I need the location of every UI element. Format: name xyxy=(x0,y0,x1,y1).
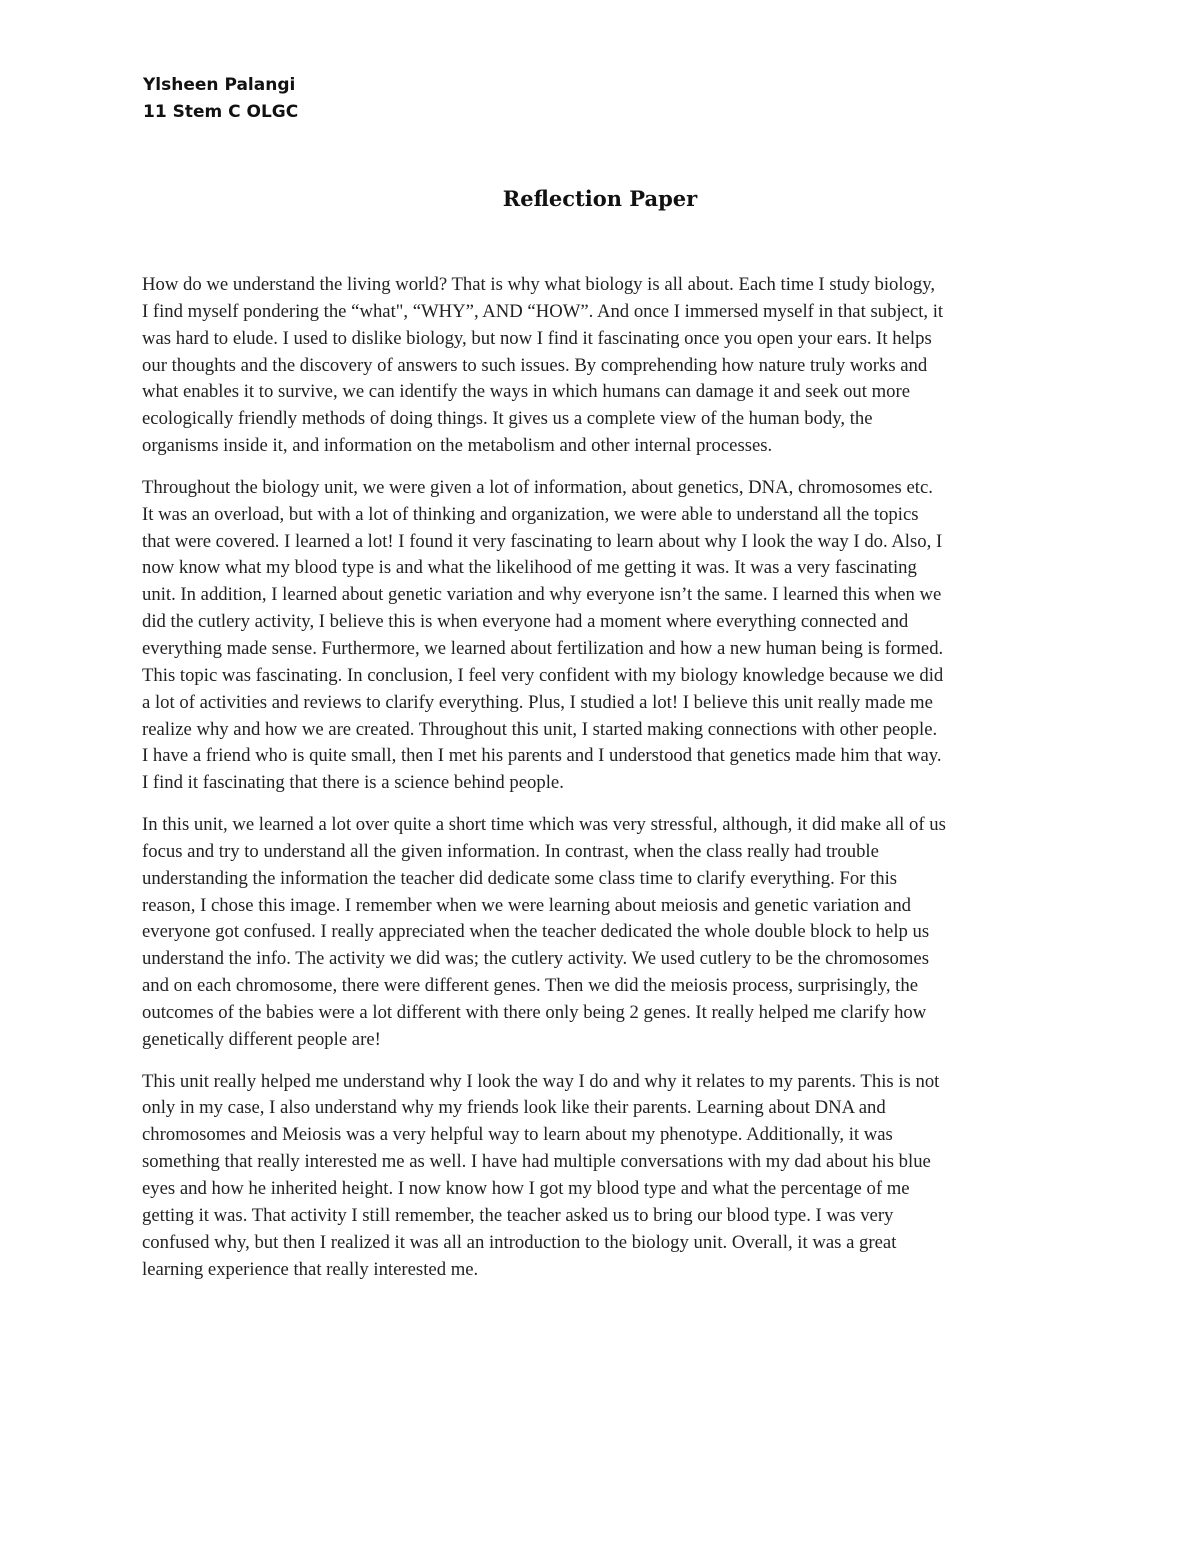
paragraph-line: that were covered. I learned a lot! I found it very fascinating to learn about why I look the way I do. Also, I xyxy=(142,530,943,552)
paragraph-line: our thoughts and the discovery of answers to such issues. By comprehending how nature truly works and xyxy=(142,354,928,376)
paragraph-line: a lot of activities and reviews to clarify everything. Plus, I studied a lot! I believe this unit really made me xyxy=(142,691,933,713)
paragraph-line: everything made sense. Furthermore, we learned about fertilization and how a new human being is formed. xyxy=(142,637,944,659)
paragraph-line: This topic was fascinating. In conclusion, I feel very confident with my biology knowledge because we did xyxy=(142,664,944,686)
paragraph-1 xyxy=(142,272,1082,460)
paragraph-2 xyxy=(142,475,1082,797)
paragraph-line: I find myself pondering the “what", “WHY”, AND “HOW”. And once I immersed myself in that subject, it xyxy=(142,300,944,322)
paragraph-4 xyxy=(142,1069,1082,1284)
paragraph-line: chromosomes and Meiosis was a very helpful way to learn about my phenotype. Additionally, it was xyxy=(142,1124,893,1146)
paragraph-line: did the cutlery activity, I believe this is when everyone had a moment where everything connected and xyxy=(142,611,909,633)
paragraph-line: focus and try to understand all the given information. In contrast, when the class really had trouble xyxy=(142,840,879,862)
paragraph-line: ecologically friendly methods of doing things. It gives us a complete view of the human body, the xyxy=(142,408,873,430)
paragraph-line: realize why and how we are created. Throughout this unit, I started making connections with other people. xyxy=(142,718,938,740)
paragraph-line: what enables it to survive, we can identify the ways in which humans can damage it and seek out more xyxy=(142,381,911,403)
paragraph-line: now know what my blood type is and what the likelihood of me getting it was. It was a very fascinating xyxy=(142,557,917,579)
paragraph-line: confused why, but then I realized it was all an introduction to the biology unit. Overall, it was a great xyxy=(142,1231,897,1253)
author-header xyxy=(143,72,298,126)
paragraph-line: It was an overload, but with a lot of thinking and organization, we were able to understand all the topics xyxy=(142,503,919,525)
paragraph-line: This unit really helped me understand why I look the way I do and why it relates to my parents. This is not xyxy=(142,1070,940,1092)
paragraph-line: reason, I chose this image. I remember when we were learning about meiosis and genetic variation and xyxy=(142,894,912,916)
paragraph-line: learning experience that really interested me. xyxy=(142,1258,479,1280)
paragraph-line: organisms inside it, and information on the metabolism and other internal processes. xyxy=(142,435,773,457)
paragraph-line: and on each chromosome, there were different genes. Then we did the meiosis process, surprisingly, the xyxy=(142,975,918,997)
paragraph-line: How do we understand the living world? That is why what biology is all about. Each time I study biology, xyxy=(142,274,936,295)
paragraph-line: understanding the information the teacher did dedicate some class time to clarify everything. For this xyxy=(142,867,898,889)
paragraph-line: In this unit, we learned a lot over quite a short time which was very stressful, although, it did make all of us xyxy=(142,814,946,836)
document-body xyxy=(142,272,1082,1298)
paragraph-3 xyxy=(142,812,1082,1054)
paragraph-line: only in my case, I also understand why my friends look like their parents. Learning about DNA and xyxy=(142,1097,886,1119)
paragraph-line: eyes and how he inherited height. I now know how I got my blood type and what the percentage of me xyxy=(142,1178,910,1199)
paragraph-line: I find it fascinating that there is a science behind people. xyxy=(142,772,564,794)
paragraph-line: Throughout the biology unit, we were given a lot of information, about genetics, DNA, chromosomes etc. xyxy=(142,476,933,498)
paragraph-line: was hard to elude. I used to dislike biology, but now I find it fascinating once you open your ears. It helps xyxy=(142,327,932,349)
author-name: Ylsheen Palangi xyxy=(143,75,296,95)
paragraph-line: outcomes of the babies were a lot different with there only being 2 genes. It really helped me clarify how xyxy=(142,1001,927,1023)
paragraph-line: genetically different people are! xyxy=(142,1028,381,1050)
page-title: Reflection Paper xyxy=(502,186,698,211)
paragraph-line: I have a friend who is quite small, then I met his parents and I understood that genetics made him that way. xyxy=(142,745,942,767)
class-section: 11 Stem C OLGC xyxy=(143,102,299,122)
paragraph-line: unit. In addition, I learned about genetic variation and why everyone isn’t the same. I learned this when we xyxy=(142,584,942,606)
paragraph-line: understand the info. The activity we did was; the cutlery activity. We used cutlery to be the chromosomes xyxy=(142,948,929,970)
paragraph-line: everyone got confused. I really appreciated when the teacher dedicated the whole double block to help us xyxy=(142,921,930,943)
paragraph-line: something that really interested me as well. I have had multiple conversations with my dad about his blue xyxy=(142,1151,931,1173)
paragraph-line: getting it was. That activity I still remember, the teacher asked us to bring our blood type. I was very xyxy=(142,1204,894,1226)
